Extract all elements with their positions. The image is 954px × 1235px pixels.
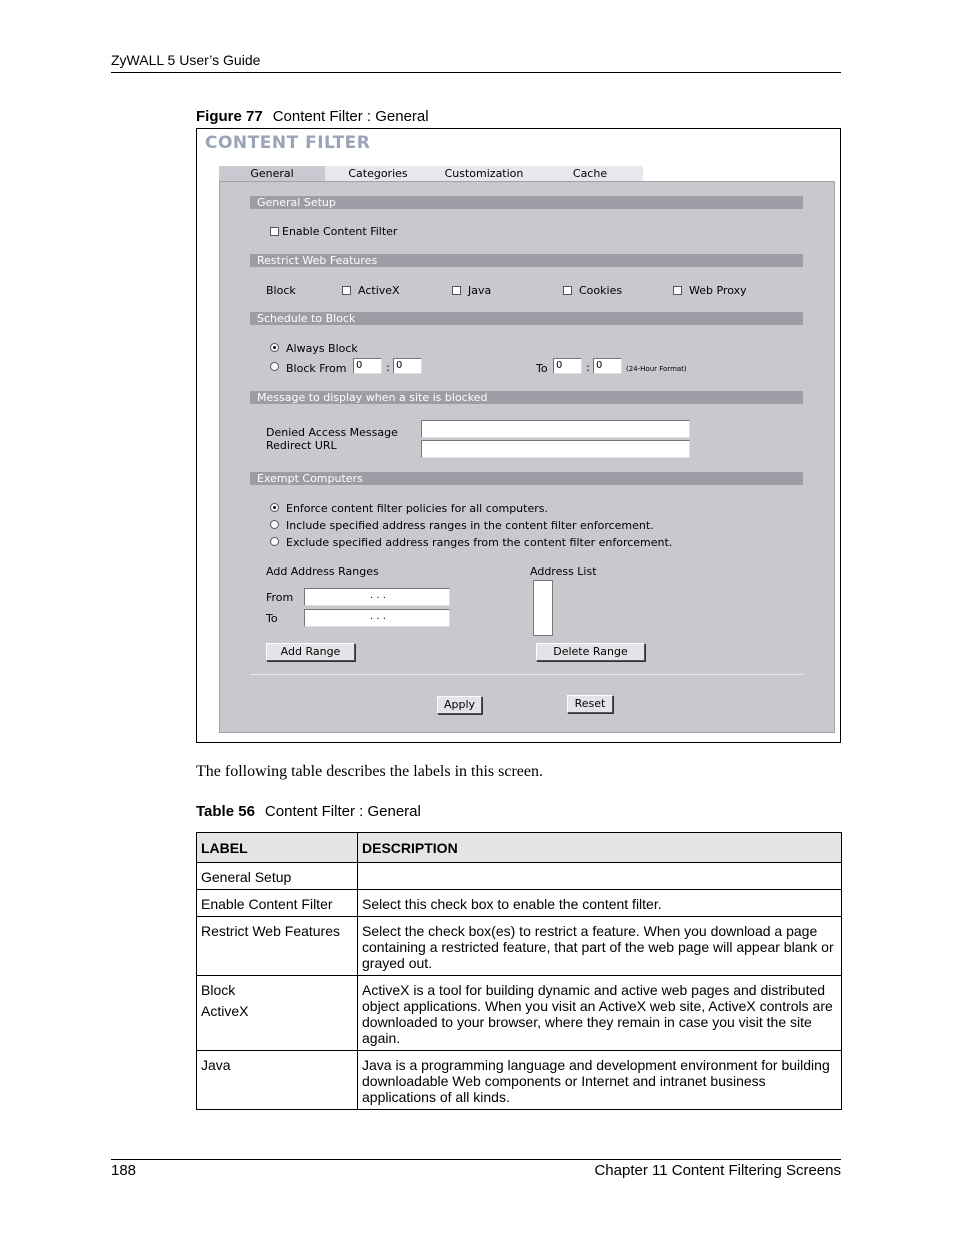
tab-general[interactable]: General xyxy=(219,166,325,181)
page-number: 188 xyxy=(111,1162,137,1179)
section-blocked-message: Message to display when a site is blocked xyxy=(250,391,803,404)
enforce-all-radio[interactable] xyxy=(270,503,279,512)
section-schedule-to-block: Schedule to Block xyxy=(250,312,803,325)
table-row xyxy=(197,976,842,1051)
apply-button[interactable]: Apply xyxy=(437,696,482,714)
delete-range-button[interactable]: Delete Range xyxy=(536,643,645,661)
include-ranges-radio[interactable] xyxy=(270,520,279,529)
to-minute-input[interactable]: 0 xyxy=(593,358,622,374)
row-label-cell xyxy=(197,976,358,1051)
tab-cache[interactable]: Cache xyxy=(537,166,643,181)
settings-panel xyxy=(219,181,835,733)
block-from-label: Block From xyxy=(286,362,347,375)
to-hour-input[interactable]: 0 xyxy=(553,358,582,374)
row-sublabel: ActiveX xyxy=(201,1003,249,1019)
enforce-all-label: Enforce content filter policies for all computers. xyxy=(286,502,548,515)
table-title: Content Filter : General xyxy=(264,803,421,820)
table-row xyxy=(197,1051,842,1110)
table-row xyxy=(197,890,842,917)
java-checkbox[interactable] xyxy=(452,286,461,295)
add-range-button[interactable]: Add Range xyxy=(266,643,355,661)
add-address-ranges-label: Add Address Ranges xyxy=(266,565,379,578)
to-time-label: To xyxy=(536,362,548,375)
time-colon: : xyxy=(386,361,390,374)
footer-rule xyxy=(111,1159,841,1160)
description-column-header: DESCRIPTION xyxy=(358,833,842,863)
format-note: (24-Hour Format) xyxy=(626,365,687,373)
web-proxy-label: Web Proxy xyxy=(689,284,747,297)
label-description-table xyxy=(196,832,842,1110)
chapter-title: Chapter 11 Content Filtering Screens xyxy=(594,1162,841,1179)
screen-title: CONTENT FILTER xyxy=(205,133,371,153)
table-caption xyxy=(196,803,421,820)
address-list-box[interactable] xyxy=(533,580,553,636)
row-description: Java is a programming language and development environment for building downloadable Web components or Internet and intranet business applications of all kinds. xyxy=(358,1051,842,1110)
intro-paragraph: The following table describes the labels in this screen. xyxy=(196,763,544,780)
section-exempt-computers: Exempt Computers xyxy=(250,472,803,485)
row-label: Block xyxy=(201,982,236,998)
range-to-ip-input[interactable]: . . . xyxy=(304,609,450,627)
button-separator xyxy=(250,674,803,675)
address-list-label: Address List xyxy=(530,565,597,578)
range-from-label: From xyxy=(266,591,294,604)
activex-checkbox[interactable] xyxy=(342,286,351,295)
block-from-radio[interactable] xyxy=(270,362,279,371)
running-header: ZyWALL 5 User’s Guide xyxy=(111,52,261,68)
row-label: Restrict Web Features xyxy=(197,917,358,976)
header-rule xyxy=(111,72,841,73)
activex-label: ActiveX xyxy=(358,284,400,297)
table-row xyxy=(197,863,842,890)
tab-customization[interactable]: Customization xyxy=(431,166,537,181)
always-block-radio[interactable] xyxy=(270,343,279,352)
cookies-checkbox[interactable] xyxy=(563,286,572,295)
row-label: Enable Content Filter xyxy=(197,890,358,917)
row-label: Java xyxy=(197,1051,358,1110)
java-label: Java xyxy=(468,284,492,297)
row-label: General Setup xyxy=(197,863,358,890)
row-description: Select this check box to enable the content filter. xyxy=(358,890,842,917)
table-number: Table 56 xyxy=(196,803,255,820)
exclude-ranges-label: Exclude specified address ranges from the content filter enforcement. xyxy=(286,536,673,549)
row-description: Select the check box(es) to restrict a feature. When you download a page containing a restricted feature, that part of the web page will appear blank or grayed out. xyxy=(358,917,842,976)
cookies-label: Cookies xyxy=(579,284,623,297)
denied-access-message-label: Denied Access Message xyxy=(266,426,398,439)
exclude-ranges-radio[interactable] xyxy=(270,537,279,546)
always-block-label: Always Block xyxy=(286,342,358,355)
include-ranges-label: Include specified address ranges in the content filter enforcement. xyxy=(286,519,654,532)
row-description xyxy=(358,863,842,890)
figure-number: Figure 77 xyxy=(196,108,263,125)
table-row xyxy=(197,917,842,976)
tab-categories[interactable]: Categories xyxy=(325,166,431,181)
row-description: ActiveX is a tool for building dynamic and active web pages and distributed object applications. When you visit an ActiveX web site, ActiveX controls are downloaded to your browser, where they remain in case you visit the site again. xyxy=(358,976,842,1051)
table-header-row xyxy=(197,833,842,863)
time-colon-2: : xyxy=(586,361,590,374)
redirect-url-label: Redirect URL xyxy=(266,439,337,452)
range-to-label: To xyxy=(266,612,278,625)
content-filter-screenshot xyxy=(196,128,841,743)
web-proxy-checkbox[interactable] xyxy=(673,286,682,295)
tab-bar xyxy=(219,166,643,182)
block-label: Block xyxy=(266,284,296,297)
enable-content-filter-checkbox[interactable] xyxy=(270,227,279,236)
denied-access-message-input[interactable] xyxy=(421,420,690,438)
reset-button[interactable]: Reset xyxy=(567,695,613,713)
section-restrict-web-features: Restrict Web Features xyxy=(250,254,803,267)
enable-content-filter-label: Enable Content Filter xyxy=(282,225,398,238)
redirect-url-input[interactable] xyxy=(421,440,690,458)
from-minute-input[interactable]: 0 xyxy=(393,358,422,374)
figure-title: Content Filter : General xyxy=(272,108,429,125)
section-general-setup: General Setup xyxy=(250,196,803,209)
range-from-ip-input[interactable]: . . . xyxy=(304,588,450,606)
figure-caption xyxy=(196,108,429,125)
from-hour-input[interactable]: 0 xyxy=(353,358,382,374)
label-column-header: LABEL xyxy=(197,833,358,863)
